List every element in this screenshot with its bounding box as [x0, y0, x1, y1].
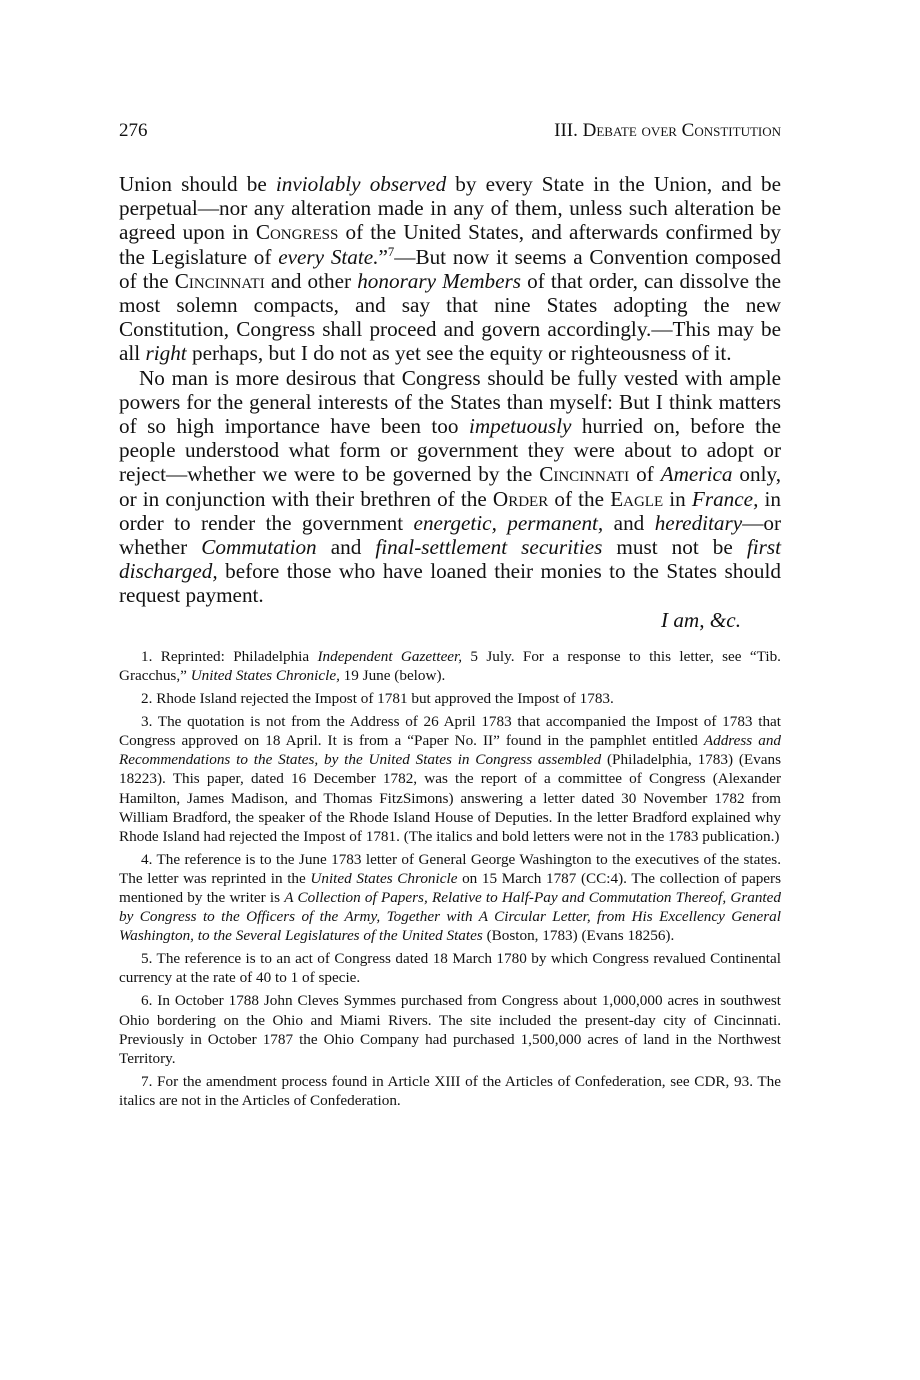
footnote: 4. The reference is to the June 1783 letter of General George Washington to the executives of the states. The letter was reprinted in the United States Chronicle on 15 March 1787 (CC:4). The collection of papers mentioned by the writer is A Collection of Papers, Relative to Half-Pay and Commutation Thereof, Granted by Congress to the Officers of the Army, Together with A Circular Letter, from His Excellency General Washington, to the Several Legislatures of the United States (Boston, 1783) (Evans 18256). — [119, 850, 781, 945]
italic-text: honorary Members — [357, 268, 522, 293]
footnote: 2. Rhode Island rejected the Impost of 1781 but approved the Impost of 1783. — [141, 690, 614, 708]
small-caps-text: Order — [492, 486, 549, 511]
small-caps-text: Cincinnati — [174, 268, 265, 293]
footnote: 6. In October 1788 John Cleves Symmes purchased from Congress about 1,000,000 acres in southwest Ohio bordering on the Ohio and Miami Rivers. The site included the present-day city of Cincinnati. Previously in October 1787 the Ohio Company had purchased 1,500,000 acres of land in the Northwest Territory. — [119, 992, 781, 1067]
body-paragraph: Union should be inviolably observed by every State in the Union, and be perpetual—nor any alteration made in any of them, unless such alteration be agreed upon in Congress of the United States, and afterwards confirmed by the Legislature of every State.”$^7$—But now it seems a Convention composed of the Cincinnati and other honorary Members of that order, can dissolve the most solemn compacts, and say that nine States adopting the new Constitution, Congress shall proceed and govern accordingly.—This may be all right perhaps, but I do not as yet see the equity or righteousness of it. — [119, 172, 782, 366]
letter-body — [119, 172, 781, 632]
footnote: 5. The reference is to an act of Congress dated 18 March 1780 by which Congress revalued Continental currency at the rate of 40 to 1 of specie. — [119, 950, 781, 987]
italic-text: America — [660, 462, 733, 487]
document-page — [119, 120, 781, 1114]
note-reference: 7 — [387, 244, 395, 259]
small-caps-text: Cincinnati — [539, 462, 630, 487]
closing-salutation: I am, &c. — [660, 607, 741, 632]
body-paragraph: No man is more desirous that Congress should be fully vested with ample powers for the general interests of the States than myself: But I think matters of so high importance have been too impetuously hurried on, before the people understood what form or government they were about to adopt or reject—whether we were to be governed by the Cincinnati of America only, or in conjunction with their brethren of the Order of the Eagle in France, in order to render the government energetic, permanent, and hereditary—or whether Commutation and final-settlement securities must not be first discharged, before those who have loaned their monies to the States should request payment. — [119, 365, 782, 608]
italic-text: final-settlement securities — [375, 535, 603, 560]
running-head — [119, 120, 781, 148]
italic-text: Commutation — [201, 535, 317, 560]
footnotes — [119, 647, 781, 1110]
page-number: 276 — [119, 120, 148, 141]
italic-text: every State. — [278, 244, 379, 269]
italic-text: impetuously — [468, 414, 572, 439]
italic-text: United States Chronicle — [310, 869, 458, 887]
italic-text: energetic, permanent, — [413, 510, 604, 535]
small-caps-text: Congress — [255, 220, 339, 245]
footnote: 1. Reprinted: Philadelphia Independent Gazetteer, 5 July. For a response to this letter, see “Tib. Gracchus,” United States Chronicle, 19 June (below). — [119, 647, 781, 684]
italic-text: right — [145, 341, 187, 366]
small-caps-text: Eagle — [610, 486, 664, 511]
italic-text: Address and Recommendations to the States, by the United States in Congress assembled — [119, 732, 782, 769]
section-title: III. Debate over Constitution — [554, 120, 781, 141]
italic-text: Independent Gazetteer, — [317, 647, 463, 665]
footnote: 3. The quotation is not from the Address of 26 April 1783 that accompanied the Impost of 1783 that Congress approved on 18 April. It is from a “Paper No. II” found in the pamphlet entitled Address and Recommendations to the States, by the United States in Congress assembled (Philadelphia, 1783) (Evans 18223). This paper, dated 16 December 1782, was the report of a committee of Congress (Alexander Hamilton, James Madison, and Thomas FitzSimons) answering a letter dated 30 November 1782 from William Bradford, the speaker of the Rhode Island House of Deputies. In the letter Bradford explained why Rhode Island had rejected the Impost of 1781. (The italics and bold letters were not in the 1783 publication.) — [119, 713, 782, 845]
italic-text: inviolably observed — [275, 172, 447, 196]
italic-text: France, — [691, 486, 759, 511]
footnote: 7. For the amendment process found in Article XIII of the Articles of Confederation, see CDR, 93. The italics are not in the Articles of Confederation. — [119, 1072, 781, 1109]
italic-text: United States Chronicle, — [190, 666, 340, 684]
italic-text: hereditary — [654, 510, 743, 535]
italic-text: A Collection of Papers, Relative to Half-Pay and Commutation Thereof, Granted by Congress to the Officers of the Army, Together with A Circular Letter, from His Excellency General Washington, to the Several Legislatures of the United States — [119, 888, 781, 945]
italic-text: first discharged, — [119, 535, 781, 584]
